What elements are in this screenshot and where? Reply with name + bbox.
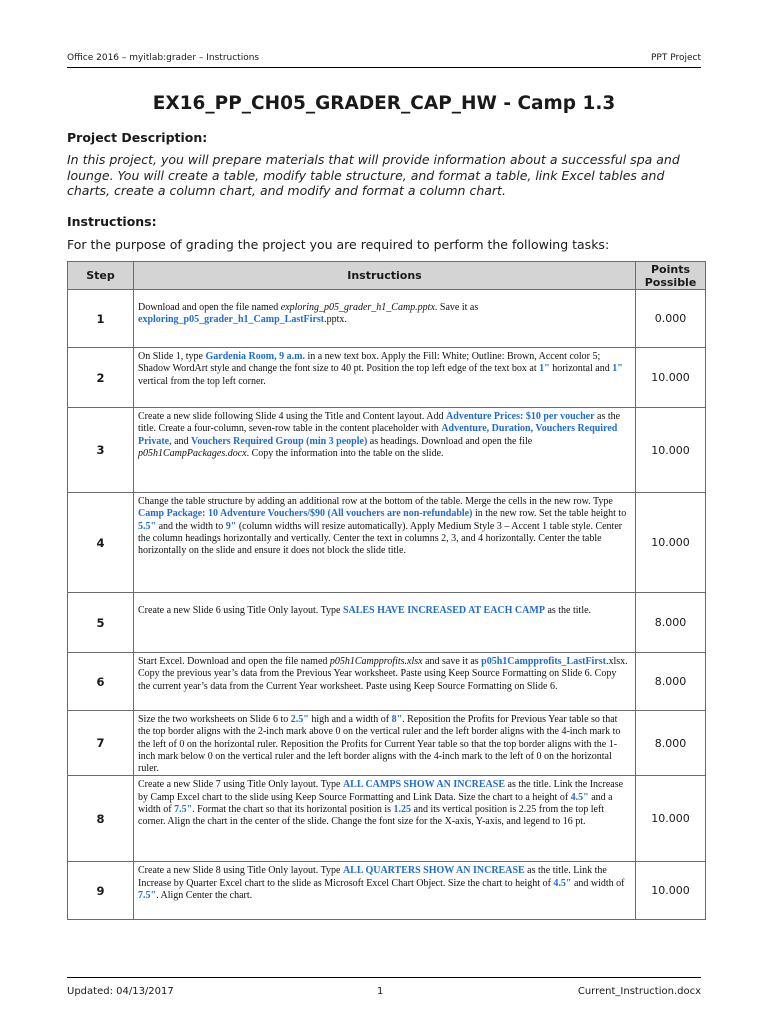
highlighted-text: Adventure Prices: $10 per voucher: [446, 411, 595, 422]
step-number: 6: [68, 653, 134, 711]
points-value: 10.000: [636, 776, 706, 862]
step-number: 7: [68, 711, 134, 776]
filename-text: p05h1Campprofits.xlsx: [329, 656, 423, 667]
step-number: 5: [68, 593, 134, 653]
instruction-text: and width of: [571, 877, 625, 889]
filename-text: p05h1CampPackages.docx: [138, 447, 247, 459]
instructions-intro: For the purpose of grading the project you are required to perform the following tasks:: [67, 237, 610, 252]
header-left-text: Office 2016 – myitlab:grader – Instructions: [67, 53, 260, 63]
instruction-text: On Slide 1, type: [138, 351, 206, 362]
highlighted-text: 9": [225, 520, 237, 532]
step-number: 8: [68, 776, 134, 862]
points-value: 10.000: [636, 348, 706, 408]
table-row: [68, 408, 706, 493]
highlighted-text: 1": [539, 363, 550, 375]
highlighted-text: ALL CAMPS SHOW AN INCREASE: [342, 779, 506, 791]
instruction-text: . Reposition the Profits for Previous Year table so that the top border aligns with the 2-inch mark above 0 on the vertical ruler and the left border aligns with the 4-inch mark to the left of 0 on the horizontal ruler. Reposition the Profits for Current Year table so that the top border aligns with the 1-inch mark below 0 on the vertical ruler and the left border aligns with the 4-inch mark to the left of 0 on the horizontal ruler.: [138, 714, 621, 775]
instruction-text: . Save it as: [434, 302, 479, 313]
instruction-text: as the title. Link the Increase by Quarter Excel chart to the slide as Microsoft Excel Chart Object. Size the chart to height of: [138, 865, 607, 889]
table-row: [68, 711, 706, 776]
instruction-text: .pptx.: [324, 314, 347, 326]
step-number: 3: [68, 408, 134, 493]
table-row: [68, 290, 706, 348]
header-points: Points Possible: [636, 262, 706, 290]
step-number: 9: [68, 862, 134, 920]
highlighted-text: 1": [612, 363, 623, 375]
instruction-text: high and a width of: [308, 714, 392, 725]
step-instruction: [134, 653, 636, 711]
highlighted-text: 2.5": [290, 714, 309, 725]
filename-text: exploring_p05_grader_h1_Camp.pptx: [280, 302, 435, 313]
highlighted-text: 7.5": [138, 890, 157, 902]
footer-filename: Current_Instruction.docx: [577, 986, 701, 997]
instruction-text: vertical from the top left corner.: [138, 375, 266, 387]
table-header-row: [68, 262, 706, 290]
highlighted-text: 4.5": [553, 877, 572, 889]
instruction-text: Create a new Slide 7 using Title Only layout. Type: [138, 779, 343, 791]
table-row: [68, 653, 706, 711]
instruction-text: . Copy the information into the table on the slide.: [246, 447, 444, 459]
page-header: [67, 53, 701, 68]
instruction-text: and save it as: [422, 656, 482, 667]
table-row: [68, 862, 706, 920]
step-instruction: [134, 290, 636, 348]
steps-table: [67, 261, 706, 920]
instruction-text: and: [171, 435, 192, 447]
table-row: [68, 493, 706, 593]
project-description-text: In this project, you will prepare materials that will provide information about a successful spa and lounge. You will create a table, modify table structure, and format a table, link Excel tables and charts, create a column chart, and modify and format a column chart.: [67, 152, 680, 198]
instruction-text: Download and open the file named: [138, 302, 281, 313]
page-footer: [67, 977, 701, 1002]
points-value: 0.000: [636, 290, 706, 348]
project-description-heading: Project Description:: [67, 130, 208, 145]
header-right-text: PPT Project: [650, 53, 701, 63]
instruction-text: in a new text box. Apply the Fill: White; Outline: Brown, Accent color 5; Shadow WordArt style and change the font size to 40 pt. Position the top left edge of the text box at: [138, 351, 601, 375]
table-row: [68, 776, 706, 862]
instruction-text: horizontal and: [549, 363, 613, 375]
step-instruction: [134, 408, 636, 493]
instruction-text: as the title. Link the Increase by Camp Excel chart to the slide using Keep Source Formatting and Link Data. Size the chart to a height of: [138, 779, 624, 803]
highlighted-text: p05h1Campprofits_LastFirst: [481, 656, 606, 667]
instruction-text: (column widths will resize automatically). Apply Medium Style 3 – Accent 1 table style. Center the column headings horizontally and vertically. Center the text in columns 2, 3, and 4 horizontally. Center the table horizontally on the slide and ensure it does not block the slide title.: [138, 520, 623, 557]
highlighted-text: 1.25: [393, 804, 412, 816]
points-value: 10.000: [636, 862, 706, 920]
instruction-text: as the title.: [544, 605, 592, 616]
highlighted-text: 7.5": [174, 804, 193, 816]
highlighted-text: SALES HAVE INCREASED AT EACH CAMP: [342, 605, 545, 616]
points-value: 8.000: [636, 593, 706, 653]
footer-updated: Updated: 04/13/2017: [67, 986, 174, 997]
table-row: [68, 348, 706, 408]
step-instruction: [134, 862, 636, 920]
instruction-text: . Format the chart so that its horizontal position is: [192, 804, 394, 816]
header-instructions: Instructions: [134, 262, 636, 290]
highlighted-text: Gardenia Room, 9 a.m.: [205, 351, 305, 362]
instruction-text: Change the table structure by adding an additional row at the bottom of the table. Merge the cells in the new row. Type: [138, 496, 613, 507]
instructions-heading: Instructions:: [67, 214, 157, 229]
points-value: 8.000: [636, 653, 706, 711]
instruction-text: Size the two worksheets on Slide 6 to: [138, 714, 291, 725]
highlighted-text: 4.5": [570, 791, 589, 803]
footer-page-number: 1: [377, 986, 384, 997]
highlighted-text: exploring_p05_grader_h1_Camp_LastFirst: [138, 314, 325, 326]
instruction-text: and its vertical position is 2.25 from the top left corner. Align the chart in the center of the slide. Change the font size for the X-axis, Y-axis, and legend to 16 pt.: [138, 804, 605, 828]
step-instruction: [134, 711, 636, 776]
instruction-text: Create a new Slide 8 using Title Only layout. Type: [138, 865, 343, 877]
highlighted-text: ALL QUARTERS SHOW AN INCREASE: [342, 865, 525, 877]
instruction-text: Create a new slide following Slide 4 using the Title and Content layout. Add: [138, 411, 447, 422]
header-step: Step: [68, 262, 134, 290]
points-value: 8.000: [636, 711, 706, 776]
instruction-text: and a width of: [138, 791, 613, 816]
points-value: 10.000: [636, 408, 706, 493]
highlighted-text: 8": [391, 714, 403, 725]
points-value: 10.000: [636, 493, 706, 593]
instruction-text: and the width to: [156, 520, 226, 532]
step-number: 4: [68, 493, 134, 593]
instruction-text: . Align Center the chart.: [156, 890, 253, 902]
instruction-text: in the new row. Set the table height to: [472, 508, 627, 520]
table-row: [68, 593, 706, 653]
instruction-text: Create a new Slide 6 using Title Only layout. Type: [138, 605, 343, 616]
highlighted-text: 5.5": [138, 520, 157, 532]
step-instruction: [134, 348, 636, 408]
instruction-text: as the title. Create a four-column, seven-row table in the content placeholder with: [138, 411, 621, 435]
highlighted-text: Camp Package: 10 Adventure Vouchers/$90 (All vouchers are non-refundable): [138, 508, 473, 520]
step-number: 1: [68, 290, 134, 348]
instruction-text: as headings. Download and open the file: [367, 435, 533, 447]
instruction-text: Start Excel. Download and open the file named: [138, 656, 330, 667]
step-instruction: [134, 493, 636, 593]
document-title: EX16_PP_CH05_GRADER_CAP_HW - Camp 1.3: [152, 93, 616, 114]
instruction-text: .xlsx. Copy the previous year’s data from the Previous Year worksheet. Paste using Keep Source Formatting on Slide 6. Copy the current year’s data from the Current Year worksheet. Paste using Keep Source Formatting on Slide 6.: [138, 656, 628, 692]
highlighted-text: Adventure, Duration, Vouchers Required Private,: [138, 423, 618, 447]
highlighted-text: Vouchers Required Group (min 3 people): [191, 435, 368, 447]
step-number: 2: [68, 348, 134, 408]
step-instruction: [134, 593, 636, 653]
step-instruction: [134, 776, 636, 862]
